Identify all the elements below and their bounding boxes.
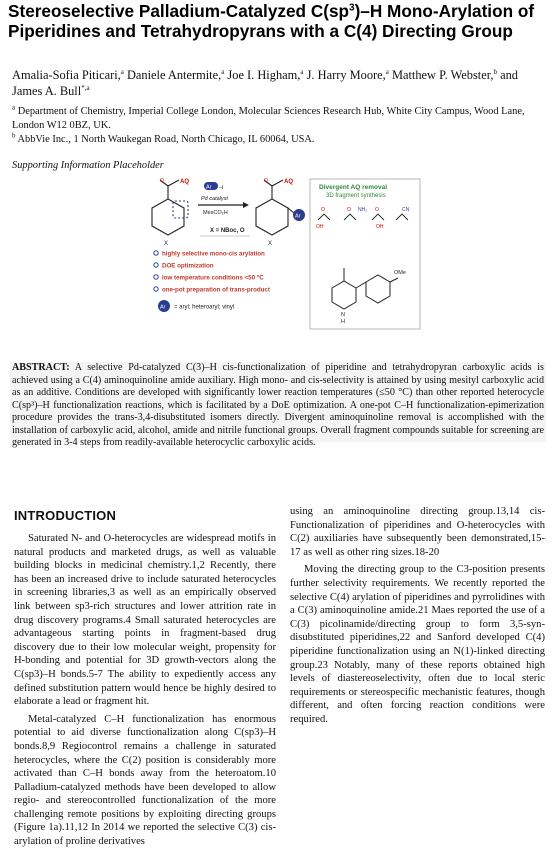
intro-paragraph-1: Saturated N- and O-heterocycles are widespread motifs in natural products and marketed drugs, as well as valuable building blocks in medicinal chemistry.1,2 Recently, there has been an increased drive to include saturated heterocycles in screening libraries,3 as well as an empirically observed link between sp3-rich structures and lower attrition rate in drug discovery programs.4 Small saturated heterocycles are advantageous starting points in fragment-based drug discovery due to their low molecular weight, propensity for H-bonding and potential for 3D growth-vectors along the C(sp3)–H bonds.5-7 The ability to expediently access any defined substitution pattern would hence be highly desired to elaborate a lead or fragment hit. [14,533,276,708]
x-label-1: X [164,241,169,247]
aq-label-2: AQ [284,179,293,185]
ar-product-label: Ar [295,213,301,220]
paper-title: Stereoselective Palladium-Catalyzed $C(sp^3)-H$ Mono-Arylation of Piperidines and Tetrahydropyrans with a C(4) Directing Group [8,1,535,41]
o-label-2: O [264,178,268,184]
bullet-4: one-pot preparation of trans-product [162,286,270,294]
toc-graphic [140,178,422,356]
intro-paragraph-2: Metal-catalyzed C–H functionalization has enormous potential to aid diverse functionalization along C(sp3)–H bonds.8,9 Regiocontrol remains a challenge in saturated heterocycles, where the C(2) position is considerably more activated than C–H bonds away from the heteroatom.10 Palladium-catalyzed methods have been developed to allow regio- and stereocontrolled functionalization of the more challenging remote positions by exploiting directing groups (Figure 1a).11,12 In 2014 we reported the selective C(3) cis-arylation of proline derivatives [14,713,276,848]
svg-text:O: O [375,207,379,213]
svg-text:NH₂: NH₂ [358,207,368,213]
fragments [318,214,408,220]
x-label-2: X [268,241,273,247]
bullet-3: low temperature conditions <50 °C [162,274,264,282]
intro-paragraph-4: Moving the directing group to the C3-position presents further selectivity requirements. We recently reported the selective C(4) arylation of piperidines and pyrrolidines with a C(3) aminoquinoline amide.21 Maes reported the use of a C(3) picolinamide/directing group to form 3,5-syn-disubstituted piperidines,22 and Sanford developed C(4) piperidine functionalization using an N(1)-linked directing group.23 Notably, many of these reports obtained high levels of diastereoselectivity, often due to local steric requirements or stereospecific mechanistic features, though different, and often forcing reaction conditions were required. [290,564,545,725]
affiliation-b: $^b$ AbbVie Inc., 1 North Waukegan Road, North Chicago, IL 60064, USA. [12,131,315,145]
svg-text:OH: OH [316,224,324,230]
divergent-subtitle: 3D fragment synthesis [326,193,386,199]
intro-paragraph-3: using an aminoquinoline directing group.13,14 cis-Functionalization of piperidines and O-heterocycles with C(2) auxiliaries have subsequently been demonstrated,15-17 as well as other ring sizes.18-20 [290,506,545,558]
product [256,180,294,235]
ar-legend: = aryl; heteroaryl; vinyl [174,304,235,311]
n-label: N [341,312,345,318]
affiliation-a: $^a$ Department of Chemistry, Imperial College London, Molecular Sciences Research Hub, White City Campus, Wood Lane, London W12 0BZ, UK. [12,103,525,131]
ar-legend-badge-label: Ar [160,304,166,311]
left-column [14,532,276,849]
svg-text:CN: CN [402,207,410,213]
ome-label: OMe [394,270,406,276]
bullet-1: highly selective mono-cis arylation [162,250,265,258]
abstract-text: A selective Pd-catalyzed C(3)–H cis-functionalization of piperidine and tetrahydropyran carboxylic acids is achieved using a C(4) aminoquinoline amide auxiliary. High mono- and cis-selectivity is attained by using mesityl carboxylic acid as an additive. Conditions are developed with significantly lower reaction temperatures (≤50 °C) than other reported heterocycle C(sp³)–H functionalization reactions, which is facilitated by a DoE optimization. A one-pot C–H functionalization-epimerization procedure provides the trans-3,4-disubstituted isomers directly. Divergent aminoquinoline removal is accomplished with the installation of carboxylic acid, alcohol, amide and nitrile functional groups. Overall fragment compounds suitable for screening are generated in 3-4 steps from readily-available heterocyclic carboxylic acids. [12,362,544,448]
svg-text:O: O [321,207,325,213]
right-column [290,505,545,727]
bullet-2: DOE optimization [162,262,214,270]
abstract [10,362,546,448]
affiliations [12,105,547,148]
acid-label: MesCO₂H [203,210,228,216]
svg-text:OH: OH [376,224,384,230]
aq-label-1: AQ [180,179,189,185]
supporting-info: Supporting Information Placeholder [12,160,164,171]
divergent-box [310,179,420,329]
divergent-title: Divergent AQ removal [319,184,388,191]
catalyst-label: Pd catalyst [201,196,228,202]
author-list: Amalia-Sofia Piticari,$^a$ Daniele Antermite,$^a$ Joe I. Higham,$^a$ J. Harry Moore,$^a$ Matthew P. Webster,$^b$ and James A. Bull$^{*,a}$ [12,67,518,98]
starting-material [152,180,188,235]
abstract-label: ABSTRACT: [12,362,70,373]
svg-text:O: O [347,207,351,213]
x-definition: X = NBoc, O [210,228,245,234]
feature-bullets [154,251,270,294]
i-label: –I [219,185,224,191]
h-label: H [341,319,345,325]
ar-reagent-label: Ar [206,184,212,191]
aryl-piperidine [332,268,398,309]
intro-heading: INTRODUCTION [14,508,117,523]
o-label: O [160,178,164,184]
